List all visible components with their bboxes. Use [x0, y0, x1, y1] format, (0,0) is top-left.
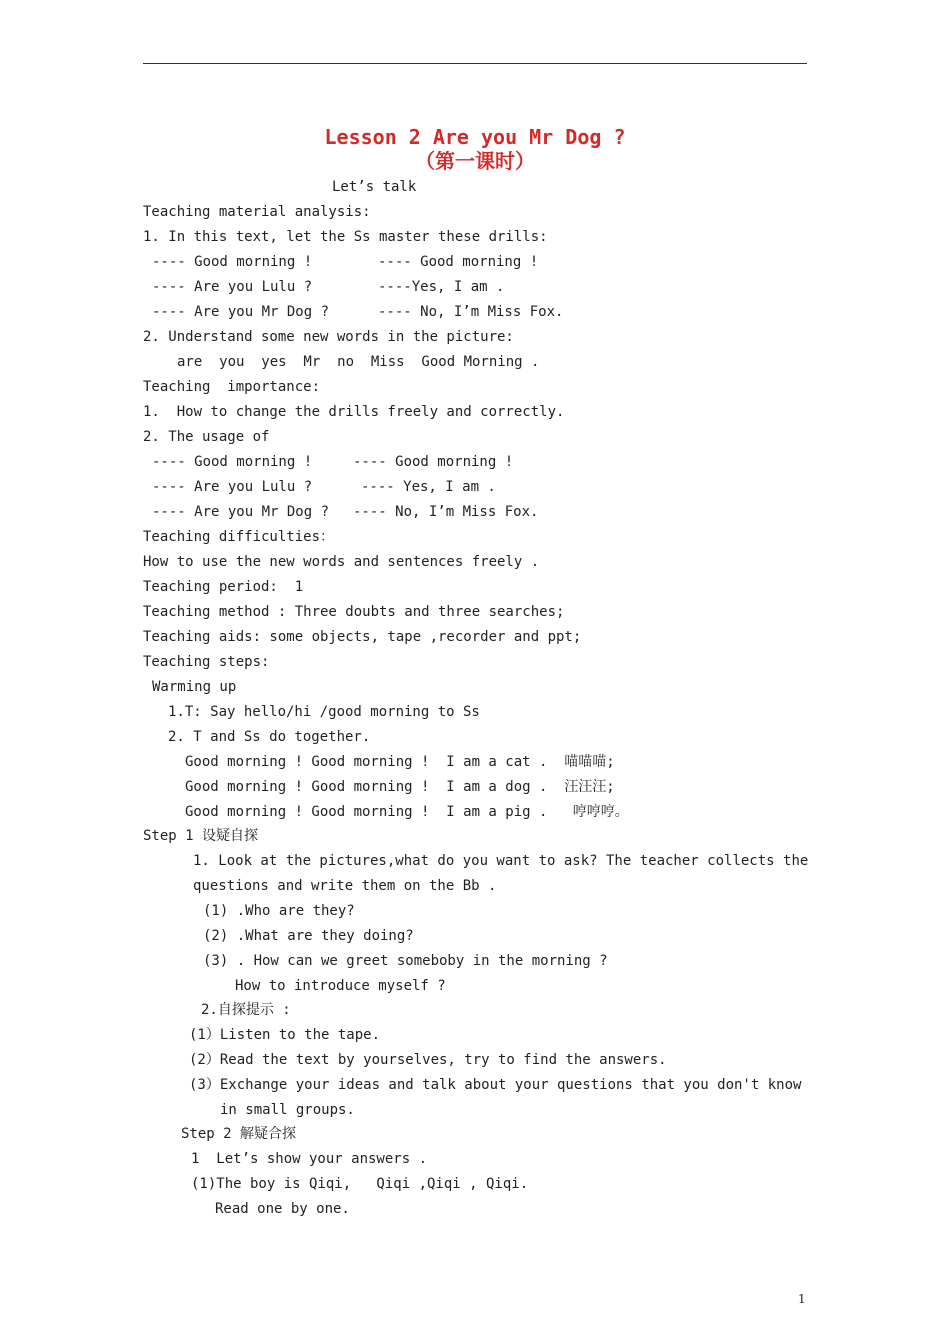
text-line: Let’s talk [332, 179, 417, 195]
text-line: Step 1 设疑自探 [143, 828, 259, 844]
text-line: Teaching aids: some objects, tape ,recorder and ppt; [143, 629, 582, 645]
text-line: ---- Good morning ! [353, 454, 514, 470]
text-line: Teaching material analysis: [143, 204, 371, 220]
text-line: ----Yes, I am . [378, 279, 505, 295]
text-line: Step 2 解疑合探 [181, 1126, 297, 1142]
text-line: questions and write them on the Bb . [193, 878, 497, 894]
text-line: Good morning ! Good morning ! I am a dog . 汪汪汪; [185, 779, 615, 795]
text-line: (1) .Who are they? [203, 903, 355, 919]
text-line: ---- Good morning ! [152, 454, 313, 470]
text-line: How to use the new words and sentences freely . [143, 554, 540, 570]
text-line: in small groups. [220, 1102, 355, 1118]
text-line: 2. T and Ss do together. [168, 729, 371, 745]
text-line: 1. Look at the pictures,what do you want to ask? The teacher collects the [193, 853, 809, 869]
text-line: ---- Good morning ! [378, 254, 539, 270]
text-line: are you yes Mr no Miss Good Morning . [177, 354, 540, 370]
text-line: ---- Are you Lulu ? [152, 279, 313, 295]
text-line: 1.T: Say hello/hi /good morning to Ss [168, 704, 480, 720]
text-line: Good morning ! Good morning ! I am a pig . 哼哼哼。 [185, 804, 629, 820]
text-line: ---- Are you Lulu ? [152, 479, 313, 495]
text-line: ---- Are you Mr Dog ? [152, 504, 330, 520]
text-line: ---- Are you Mr Dog ? [152, 304, 330, 320]
text-line: 1. How to change the drills freely and correctly. [143, 404, 565, 420]
text-line: (2）Read the text by yourselves, try to find the answers. [189, 1052, 667, 1068]
text-line: 2.自探提示 : [201, 1002, 291, 1018]
text-line: (2) .What are they doing? [203, 928, 414, 944]
text-line: Good morning ! Good morning ! I am a cat . 喵喵喵; [185, 754, 615, 770]
text-line: (1）Listen to the tape. [189, 1027, 381, 1043]
text-line: 2. The usage of [143, 429, 270, 445]
text-line: ---- No, I’m Miss Fox. [378, 304, 564, 320]
text-line: Teaching method : Three doubts and three searches; [143, 604, 565, 620]
page-number: 1 [798, 1292, 806, 1306]
text-line: 1 Let’s show your answers . [191, 1151, 428, 1167]
text-line: ---- Yes, I am . [361, 479, 496, 495]
text-line: ---- Good morning ! [152, 254, 313, 270]
text-line: Teaching period: 1 [143, 579, 304, 595]
text-line: Warming up [152, 679, 237, 695]
text-line: Teaching difficulties： [143, 529, 335, 545]
text-line: (3) . How can we greet someboby in the morning ? [203, 953, 608, 969]
text-line: Teaching importance: [143, 379, 321, 395]
text-line: How to introduce myself ? [235, 978, 446, 994]
text-line: 1. In this text, let the Ss master these drills: [143, 229, 548, 245]
lesson-subtitle: （第一课时） [415, 149, 535, 173]
text-line: (1)The boy is Qiqi, Qiqi ,Qiqi , Qiqi. [191, 1176, 529, 1192]
text-line: Read one by one. [215, 1201, 350, 1217]
text-line: Teaching steps: [143, 654, 270, 670]
text-line: (3）Exchange your ideas and talk about your questions that you don't know [189, 1077, 802, 1093]
text-line: ---- No, I’m Miss Fox. [353, 504, 539, 520]
header-rule [143, 63, 807, 64]
text-line: 2. Understand some new words in the picture: [143, 329, 514, 345]
lesson-title: Lesson 2 Are you Mr Dog ? [324, 125, 626, 149]
